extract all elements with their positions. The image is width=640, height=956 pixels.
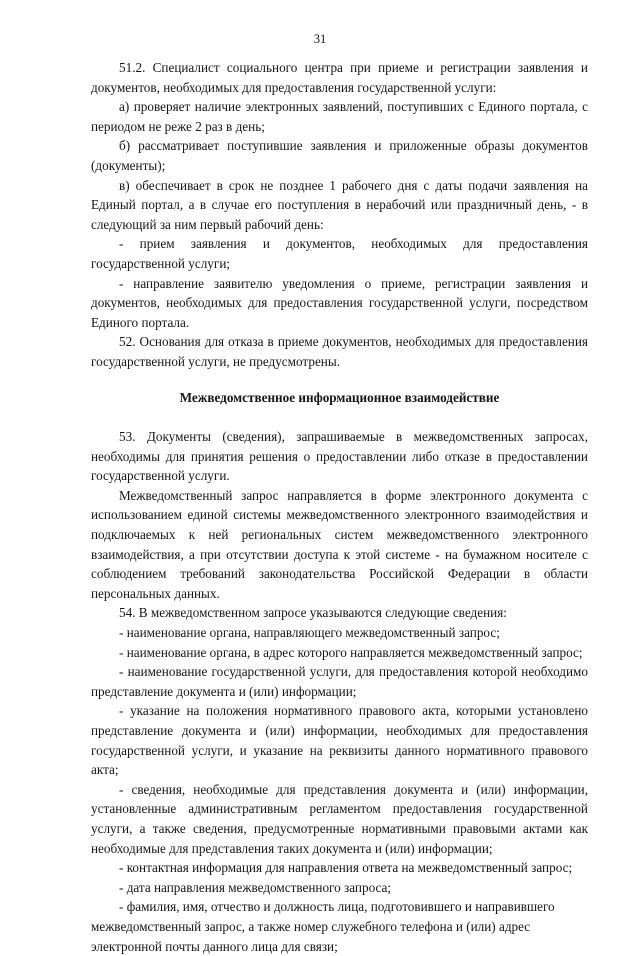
paragraph-item-a: а) проверяет наличие электронных заявлений, поступивших с Единого портала, с периодом не реже 2 раз в день; — [91, 99, 588, 134]
list-item-service-name: - наименование государственной услуги, для предоставления которой необходимо представление документа и (или) информации; — [91, 664, 588, 699]
paragraph-item-b: б) рассматривает поступившие заявления и приложенные образы документов (документы); — [91, 138, 588, 173]
list-item-legal-act: - указание на положения нормативного правового акта, которыми установлено представление документа и (или) информации, необходимых для предоставления государственной услуги, и указание на реквизиты данного нормативного правового акта; — [91, 703, 588, 778]
paragraph-52: 52. Основания для отказа в приеме документов, необходимых для предоставления государственной услуги, не предусмотрены. — [91, 334, 588, 369]
list-item-required-info: - сведения, необходимые для представления документа и (или) информации, установленные административным регламентом предоставления государственной услуги, а также сведения, предусмотренные нормативными правовыми актами как необходимые для представления таких документа и (или) информации; — [91, 781, 588, 856]
list-item-sender-agency: - наименование органа, направляющего межведомственный запрос; — [119, 625, 500, 641]
paragraph-interagency-request: Межведомственный запрос направляется в форме электронного документа с использованием единой системы межведомственного электронного взаимодействия и подключаемых к ней региональных систем межведомственного электронного взаимодействия, а при отсутствии доступа к этой системе - на бумажном носителе с соблюдением требований законодательства Российской Федерации в области персональных данных. — [91, 487, 588, 601]
paragraph-51-2: 51.2. Специалист социального центра при приеме и регистрации заявления и документов, необходимых для предоставления государственной услуги: — [91, 60, 588, 95]
document-body — [91, 58, 588, 956]
list-item-recipient-agency: - наименование органа, в адрес которого направляется межведомственный запрос; — [119, 644, 583, 660]
paragraph-item-v: в) обеспечивает в срок не позднее 1 рабочего дня с даты подачи заявления на Единый портал, а в случае его поступления в нерабочий или праздничный день, - в следующий за ним первый рабочий день: — [91, 177, 588, 232]
paragraph-bullet-reception: - прием заявления и документов, необходимых для предоставления государственной услуги; — [91, 236, 588, 271]
paragraph-bullet-notification: - направление заявителю уведомления о приеме, регистрации заявления и документов, необходимых для предоставления государственной услуги, посредством Единого портала. — [91, 275, 588, 330]
page-number: 31 — [313, 32, 327, 46]
list-item-responsible-person: - фамилия, имя, отчество и должность лица, подготовившего и направившего межведомственный запрос, а также номер служебного телефона и (или) адрес электронной почты данного лица для связи; — [91, 899, 555, 954]
list-item-request-date: - дата направления межведомственного запроса; — [119, 879, 392, 895]
section-heading: Межведомственное информационное взаимодействие — [179, 389, 500, 405]
list-item-contact-info: - контактная информация для направления ответа на межведомственный запрос; — [119, 860, 573, 876]
paragraph-54: 54. В межведомственном запросе указываются следующие сведения: — [119, 605, 507, 621]
paragraph-53: 53. Документы (сведения), запрашиваемые в межведомственных запросах, необходимы для принятия решения о предоставлении либо отказе в предоставлении государственной услуги. — [91, 429, 588, 484]
